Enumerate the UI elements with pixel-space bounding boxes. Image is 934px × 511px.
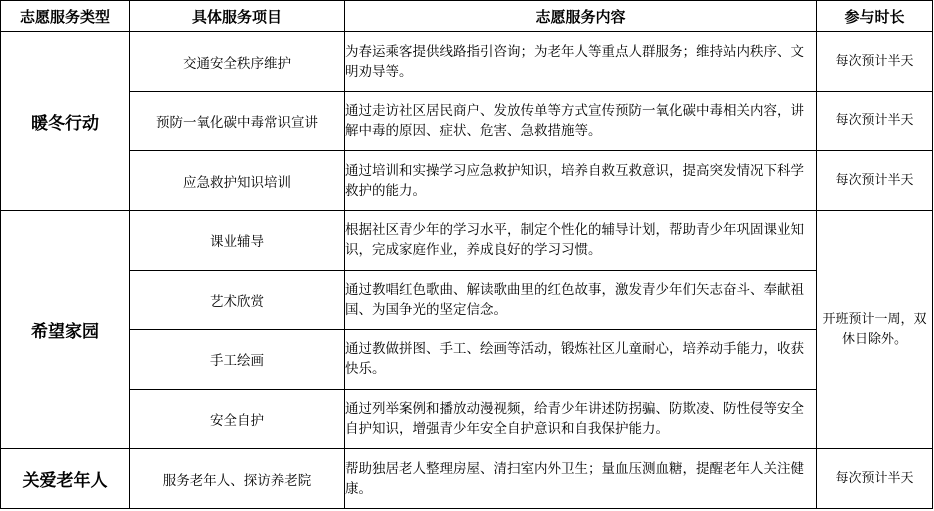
header-row: [1, 1, 933, 32]
duration-cell: 每次预计半天: [817, 449, 933, 509]
service-content-cell: 通过教唱红色歌曲、解读歌曲里的红色故事，激发青少年们矢志奋斗、奉献祖国、为国争光的坚定信念。: [345, 270, 817, 330]
table-row: [1, 330, 933, 390]
service-item-cell: 课业辅导: [130, 211, 345, 271]
service-item-cell: 交通安全秩序维护: [130, 32, 345, 92]
service-item-cell: 预防一氧化碳中毒常识宣讲: [130, 91, 345, 151]
duration-cell: 开班预计一周，双休日除外。: [817, 211, 933, 449]
service-item-cell: 应急救护知识培训: [130, 151, 345, 211]
header-type: 志愿服务类型: [1, 1, 130, 32]
service-content-cell: 通过列举案例和播放动漫视频，给青少年讲述防拐骗、防欺凌、防性侵等安全自护知识，增强青少年安全自护意识和自我保护能力。: [345, 389, 817, 449]
service-content-cell: 通过培训和实操学习应急救护知识，培养自救互救意识，提高突发情况下科学救护的能力。: [345, 151, 817, 211]
service-type-cell: 关爱老年人: [1, 449, 130, 509]
service-item-cell: 艺术欣赏: [130, 270, 345, 330]
service-item-cell: 服务老年人、探访养老院: [130, 449, 345, 509]
duration-cell: 每次预计半天: [817, 91, 933, 151]
duration-cell: 每次预计半天: [817, 151, 933, 211]
table-row: [1, 151, 933, 211]
service-content-cell: 为春运乘客提供线路指引咨询；为老年人等重点人群服务；维持站内秩序、文明劝导等。: [345, 32, 817, 92]
table-row: [1, 211, 933, 271]
service-content-cell: 通过教做拼图、手工、绘画等活动，锻炼社区儿童耐心，培养动手能力，收获快乐。: [345, 330, 817, 390]
table-row: [1, 270, 933, 330]
table-row: [1, 449, 933, 509]
service-item-cell: 安全自护: [130, 389, 345, 449]
service-content-cell: 帮助独居老人整理房屋、清扫室内外卫生；量血压测血糖，提醒老年人关注健康。: [345, 449, 817, 509]
service-type-cell: 希望家园: [1, 211, 130, 449]
service-content-cell: 通过走访社区居民商户、发放传单等方式宣传预防一氧化碳中毒相关内容，讲解中毒的原因、症状、危害、急救措施等。: [345, 91, 817, 151]
service-content-cell: 根据社区青少年的学习水平，制定个性化的辅导计划，帮助青少年巩固课业知识，完成家庭作业，养成良好的学习习惯。: [345, 211, 817, 271]
header-item: 具体服务项目: [130, 1, 345, 32]
duration-cell: 每次预计半天: [817, 32, 933, 92]
table-row: [1, 91, 933, 151]
table-row: [1, 389, 933, 449]
service-type-cell: 暖冬行动: [1, 32, 130, 211]
service-item-cell: 手工绘画: [130, 330, 345, 390]
header-duration: 参与时长: [817, 1, 933, 32]
header-content: 志愿服务内容: [345, 1, 817, 32]
table-row: [1, 32, 933, 92]
